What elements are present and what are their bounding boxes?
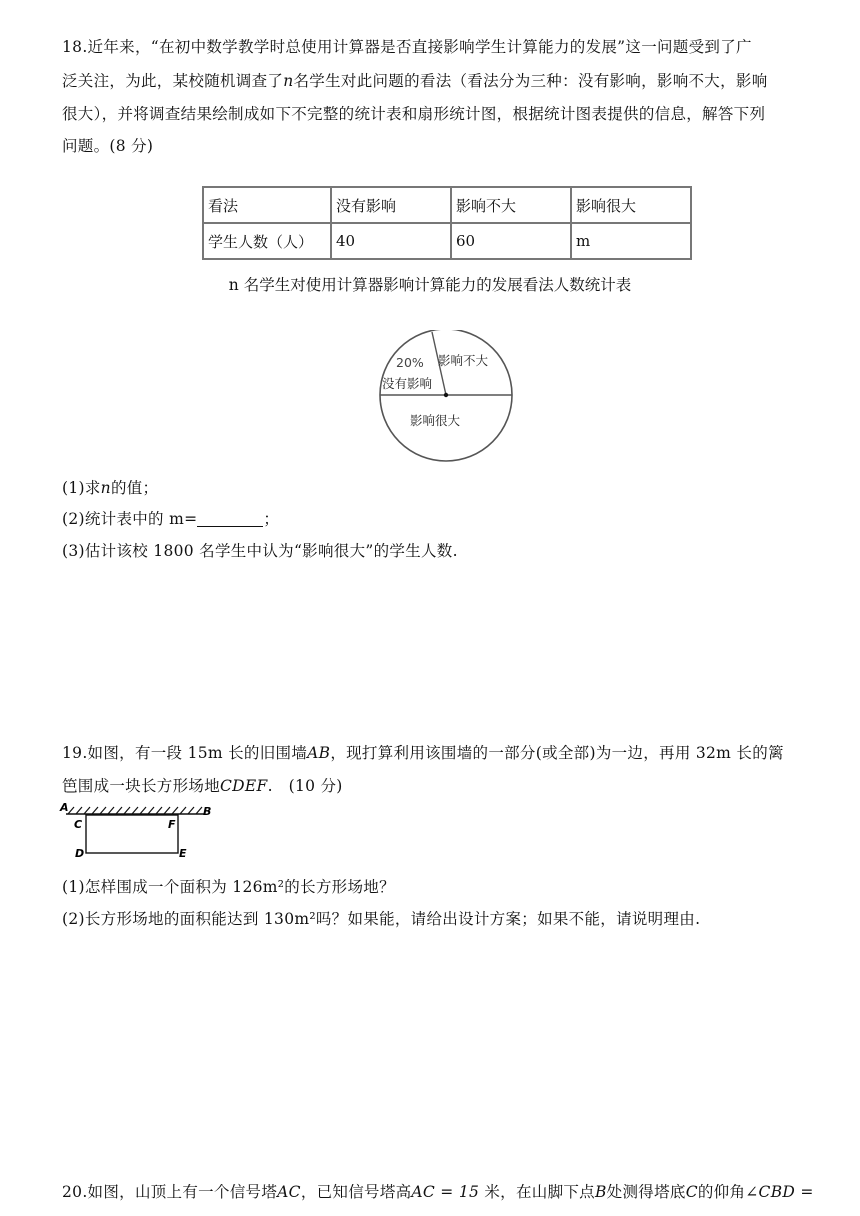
point-label-a: A — [60, 801, 69, 814]
pie-label-small-effect: 影响不大 — [438, 353, 489, 368]
table-cell: 看法 — [203, 187, 331, 223]
q18-sub3-text: (3)估计该校 1800 名学生中认为“影响很大”的学生人数. — [62, 542, 458, 560]
q20-expr-ac: AC = 15 — [411, 1183, 480, 1201]
table-row — [203, 223, 691, 259]
q18-line-2 — [62, 69, 768, 91]
opinion-stats-table — [202, 186, 692, 260]
q20-text-c: 米，在山脚下点 — [479, 1183, 595, 1201]
q18-sub2-text-a: (2)统计表中的 m= — [62, 510, 198, 528]
q20-expr-angle: ∠CBD = — [745, 1183, 814, 1201]
table-row — [203, 187, 691, 223]
q20-var-c: C — [685, 1183, 698, 1201]
q20-var-ac: AC — [277, 1183, 301, 1201]
point-label-f: F — [168, 818, 176, 831]
q18-var-n: n — [283, 72, 294, 90]
point-label-c: C — [74, 818, 83, 831]
wall-hatching — [68, 807, 202, 814]
q20-text-e: 的仰角 — [697, 1183, 746, 1201]
q20-line-1 — [62, 1180, 814, 1202]
q18-sub2-text-b: ； — [263, 510, 280, 528]
q18-sub1-var: n — [100, 479, 111, 497]
table-cell: m — [571, 223, 691, 259]
point-label-b: B — [203, 805, 212, 818]
q19-text-1a: 19.如图，有一段 15m 长的旧围墙 — [62, 744, 308, 762]
q18-sub1-text-a: (1)求 — [62, 479, 101, 497]
q18-line-1 — [62, 35, 752, 57]
table-cell: 40 — [331, 223, 451, 259]
q18-line-3 — [62, 102, 765, 124]
q19-text-2a: 笆围成一块长方形场地 — [62, 777, 221, 795]
q19-var-ab: AB — [307, 744, 331, 762]
table-cell: 学生人数（人） — [203, 223, 331, 259]
q20-text-d: 处测得塔底 — [606, 1183, 686, 1201]
pie-percent-label: 20% — [396, 355, 424, 370]
pie-label-big-effect: 影响很大 — [410, 413, 461, 428]
q20-text-b: ，已知信号塔高 — [300, 1183, 412, 1201]
q18-text-1: 18.近年来，“在初中数学教学时总使用计算器是否直接影响学生计算能力的发展”这一问题受到了广 — [62, 38, 752, 56]
q18-sub-2 — [62, 507, 279, 529]
q19-sub2-text: (2)长方形场地的面积能达到 130m²吗？如果能，请给出设计方案；如果不能，请说明理由. — [62, 910, 701, 928]
q19-sub-1 — [62, 875, 395, 897]
q19-var-cdef: CDEF — [220, 777, 268, 795]
opinion-pie-chart — [370, 330, 520, 465]
q20-text-a: 20.如图，山顶上有一个信号塔 — [62, 1183, 278, 1201]
q19-sub-2 — [62, 907, 700, 929]
q19-line-2 — [62, 774, 343, 796]
table-caption: n 名学生对使用计算器影响计算能力的发展看法人数统计表 — [228, 276, 632, 294]
pie-label-no-effect: 没有影响 — [382, 376, 433, 391]
point-label-d: D — [75, 847, 85, 860]
q18-text-4: 问题。(8 分) — [62, 137, 154, 155]
rectangle-cdef — [86, 815, 178, 853]
answer-blank[interactable] — [197, 510, 263, 527]
q20-var-b: B — [594, 1183, 607, 1201]
table-cell: 影响很大 — [571, 187, 691, 223]
table-cell: 没有影响 — [331, 187, 451, 223]
q18-sub-3 — [62, 539, 458, 561]
q18-sub1-text-b: 的值； — [110, 479, 159, 497]
q19-text-1b: ，现打算利用该围墙的一部分(或全部)为一边，再用 32m 长的篱 — [330, 744, 784, 762]
q18-sub-1 — [62, 476, 158, 498]
q18-text-2a: 泛关注，为此，某校随机调查了 — [62, 72, 284, 90]
q19-sub1-text: (1)怎样围成一个面积为 126m²的长方形场地？ — [62, 878, 395, 896]
q18-text-2b: 名学生对此问题的看法（看法分为三种：没有影响，影响不大，影响 — [293, 72, 768, 90]
q18-text-3: 很大），并将调查结果绘制成如下不完整的统计表和扇形统计图，根据统计图表提供的信息，解答下列 — [62, 105, 766, 123]
table-cell: 60 — [451, 223, 571, 259]
q19-line-1 — [62, 741, 784, 763]
q18-line-4 — [62, 134, 153, 156]
q19-text-2b: . (10 分) — [267, 777, 343, 795]
pie-center-dot — [444, 393, 448, 397]
wall-rectangle-figure — [58, 800, 218, 862]
table-cell: 影响不大 — [451, 187, 571, 223]
point-label-e: E — [179, 847, 187, 860]
